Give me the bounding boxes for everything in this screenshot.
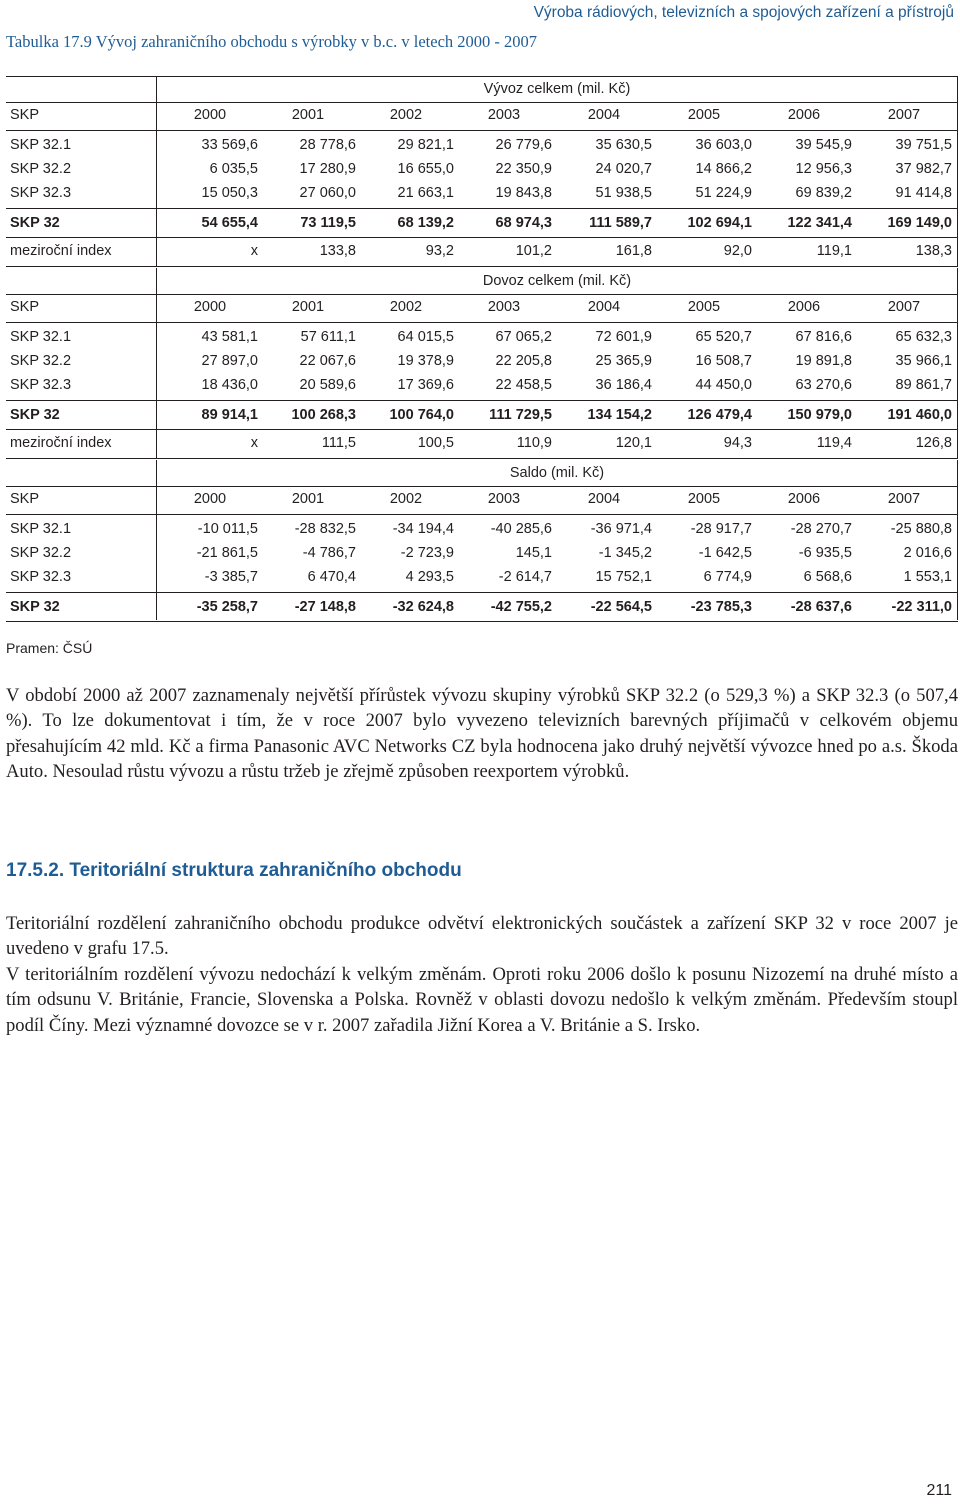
table-cell: 2002: [389, 299, 423, 315]
table-cell: 2004: [587, 491, 621, 507]
table-vertical-rule: [156, 76, 157, 266]
table-vertical-rule: [156, 460, 157, 620]
table-cell: 72 601,9: [595, 329, 652, 345]
row-label: meziroční index: [10, 435, 112, 451]
table-cell: 111 589,7: [589, 215, 652, 231]
table-cell: 169 149,0: [887, 215, 952, 231]
section-heading: 17.5.2. Teritoriální struktura zahraničního obchodu: [6, 860, 462, 881]
index-row: [6, 430, 958, 456]
table-cell: 65 632,3: [895, 329, 952, 345]
table-cell: -21 861,5: [196, 545, 258, 561]
table-cell: 17 280,9: [299, 161, 356, 177]
year-header-row: [6, 294, 958, 320]
table-cell: 35 966,1: [895, 353, 952, 369]
table-cell: 63 270,6: [795, 377, 852, 393]
table-cell: 94,3: [723, 435, 752, 451]
table-cell: 150 979,0: [787, 407, 852, 423]
table-cell: 91 414,8: [895, 185, 952, 201]
table-cell: 6 035,5: [209, 161, 258, 177]
table-cell: -27 148,8: [294, 599, 356, 615]
table-cell: 89 914,1: [201, 407, 258, 423]
table-cell: 2001: [291, 299, 325, 315]
table-cell: -32 624,8: [392, 599, 454, 615]
table-row: [6, 372, 958, 398]
table-cell: 51 938,5: [595, 185, 652, 201]
table-cell: 110,9: [516, 435, 552, 451]
table-rule: [6, 76, 958, 77]
table-cell: 2005: [687, 491, 721, 507]
table-cell: 101,2: [515, 243, 552, 259]
table-vertical-rule: [957, 268, 958, 458]
row-label: SKP: [10, 107, 40, 123]
table-cell: -35 258,7: [196, 599, 258, 615]
table-cell: 54 655,4: [201, 215, 258, 231]
table-cell: 122 341,4: [787, 215, 852, 231]
table-cell: 2 016,6: [903, 545, 952, 561]
table-row: [6, 540, 958, 566]
table-vertical-rule: [957, 460, 958, 620]
table-cell: 4 293,5: [405, 569, 454, 585]
total-row: [6, 594, 958, 620]
table-cell: 2000: [193, 107, 227, 123]
paragraph-territorial-intro: Teritoriální rozdělení zahraničního obchodu produkce odvětví elektronických součástek a zařízení SKP 32 v roce 2007 je uvedeno v grafu 17.5.: [6, 913, 958, 960]
table-cell: 120,1: [615, 435, 652, 451]
table-cell: 100 764,0: [389, 407, 454, 423]
table-cell: -25 880,8: [890, 521, 952, 537]
table-cell: -28 917,7: [690, 521, 752, 537]
table-cell: 2003: [487, 299, 521, 315]
table-cell: 102 694,1: [687, 215, 752, 231]
table-cell: 2007: [887, 299, 921, 315]
table-cell: 39 545,9: [795, 137, 852, 153]
table-cell: -42 755,2: [490, 599, 552, 615]
table-rule: [6, 266, 958, 267]
table-cell: 36 186,4: [595, 377, 652, 393]
table-row: [6, 156, 958, 182]
table-cell: -6 935,5: [798, 545, 852, 561]
table-cell: 19 843,8: [495, 185, 552, 201]
table-rule: [6, 458, 958, 459]
row-label: SKP 32.1: [10, 521, 72, 537]
table-cell: 27 897,0: [201, 353, 258, 369]
table-cell: 93,2: [425, 243, 454, 259]
page-number: 211: [926, 1482, 952, 1499]
row-label: SKP: [10, 299, 40, 315]
table-caption: Tabulka 17.9 Vývoj zahraničního obchodu s výrobky v b.c. v letech 2000 - 2007: [6, 32, 538, 51]
table-cell: 6 774,9: [703, 569, 752, 585]
table-cell: 16 508,7: [695, 353, 752, 369]
row-label: meziroční index: [10, 243, 112, 259]
table-cell: 18 436,0: [201, 377, 258, 393]
table-cell: 44 450,0: [695, 377, 752, 393]
trade-table: [6, 76, 958, 622]
table-cell: 19 378,9: [397, 353, 454, 369]
table-cell: 2002: [389, 491, 423, 507]
table-cell: x: [250, 435, 258, 451]
table-cell: 119,1: [816, 243, 852, 259]
table-rule: [6, 621, 958, 622]
table-cell: 126,8: [915, 435, 952, 451]
running-head: Výroba rádiových, televizních a spojových zařízení a přístrojů: [533, 4, 954, 21]
section-title: Saldo (mil. Kč): [509, 465, 605, 481]
table-cell: 17 369,6: [397, 377, 454, 393]
table-cell: 2003: [487, 491, 521, 507]
table-cell: 27 060,0: [299, 185, 356, 201]
row-label: SKP 32: [10, 599, 60, 615]
table-cell: 21 663,1: [397, 185, 454, 201]
table-row: [6, 180, 958, 206]
row-label: SKP 32.1: [10, 329, 72, 345]
row-label: SKP 32.1: [10, 137, 72, 153]
table-vertical-rule: [156, 268, 157, 458]
table-row: [6, 516, 958, 542]
table-cell: 2007: [887, 491, 921, 507]
table-cell: 22 205,8: [495, 353, 552, 369]
table-cell: -22 311,0: [891, 599, 952, 615]
section-title-row: [6, 460, 958, 486]
table-vertical-rule: [957, 76, 958, 266]
table-cell: 2000: [193, 299, 227, 315]
table-cell: -10 011,5: [197, 521, 258, 537]
table-rule: [6, 592, 958, 593]
table-cell: 43 581,1: [201, 329, 258, 345]
table-cell: -4 786,7: [302, 545, 356, 561]
table-cell: 20 589,6: [299, 377, 356, 393]
table-cell: -1 642,5: [698, 545, 752, 561]
section-title: Vývoz celkem (mil. Kč): [483, 81, 631, 97]
table-cell: 100,5: [417, 435, 454, 451]
table-cell: 69 839,2: [795, 185, 852, 201]
table-cell: 15 752,1: [595, 569, 652, 585]
paragraph-territorial-changes: V teritoriálním rozdělení vývozu nedochází k velkým změnám. Oproti roku 2006 došlo k posunu Nizozemí na druhé místo a tím odsunu V. Británie, Francie, Slovenska a Polska. Rovněž v oblasti dovozu nedošlo k velkým změnám. Především stoupl podíl Číny. Mezi významné dovozce se v r. 2007 zařadila Jižní Korea a V. Británie a S. Irsko.: [6, 964, 958, 1036]
table-cell: 28 778,6: [299, 137, 356, 153]
table-rule: [6, 400, 958, 401]
table-cell: 68 139,2: [397, 215, 454, 231]
table-cell: -34 194,4: [392, 521, 454, 537]
table-cell: 36 603,0: [695, 137, 752, 153]
row-label: SKP 32.2: [10, 161, 72, 177]
table-cell: 73 119,5: [300, 215, 356, 231]
table-cell: 2005: [687, 107, 721, 123]
table-cell: 2001: [291, 107, 325, 123]
table-cell: 35 630,5: [595, 137, 652, 153]
table-cell: 2001: [291, 491, 325, 507]
table-cell: 2006: [787, 107, 821, 123]
section-title: Dovoz celkem (mil. Kč): [482, 273, 632, 289]
table-cell: 145,1: [515, 545, 552, 561]
table-cell: 6 470,4: [307, 569, 356, 585]
table-cell: 33 569,6: [201, 137, 258, 153]
table-rule: [6, 514, 958, 515]
table-cell: 111,5: [321, 435, 356, 451]
table-cell: -23 785,3: [690, 599, 752, 615]
table-rule: [6, 208, 958, 209]
table-cell: -28 832,5: [294, 521, 356, 537]
table-cell: 1 553,1: [903, 569, 952, 585]
table-cell: 2004: [587, 107, 621, 123]
table-cell: 119,4: [816, 435, 852, 451]
table-cell: 19 891,8: [795, 353, 852, 369]
table-cell: 29 821,1: [397, 137, 454, 153]
table-row: [6, 324, 958, 350]
section-title-row: [6, 268, 958, 294]
row-label: SKP 32.3: [10, 185, 72, 201]
table-cell: -1 345,2: [598, 545, 652, 561]
row-label: SKP: [10, 491, 40, 507]
section-title-row: [6, 76, 958, 102]
table-cell: 51 224,9: [695, 185, 752, 201]
table-cell: 22 458,5: [495, 377, 552, 393]
table-cell: 26 779,6: [495, 137, 552, 153]
row-label: SKP 32.2: [10, 545, 72, 561]
table-cell: 2003: [487, 107, 521, 123]
table-cell: -28 637,6: [790, 599, 852, 615]
table-cell: 39 751,5: [895, 137, 952, 153]
table-cell: 67 816,6: [795, 329, 852, 345]
table-cell: 25 365,9: [595, 353, 652, 369]
table-cell: 2000: [193, 491, 227, 507]
table-row: [6, 564, 958, 590]
index-row: [6, 238, 958, 264]
table-cell: 16 655,0: [397, 161, 454, 177]
year-header-row: [6, 102, 958, 128]
table-cell: 24 020,7: [595, 161, 652, 177]
table-rule: [6, 130, 958, 131]
table-cell: 12 956,3: [795, 161, 852, 177]
table-cell: x: [250, 243, 258, 259]
table-cell: 161,8: [615, 243, 652, 259]
row-label: SKP 32.2: [10, 353, 72, 369]
row-label: SKP 32: [10, 407, 60, 423]
table-cell: 2007: [887, 107, 921, 123]
table-cell: -2 723,9: [400, 545, 454, 561]
table-cell: 15 050,3: [201, 185, 258, 201]
table-cell: 57 611,1: [300, 329, 356, 345]
table-cell: 65 520,7: [695, 329, 752, 345]
table-cell: -3 385,7: [204, 569, 258, 585]
row-label: SKP 32.3: [10, 377, 72, 393]
table-row: [6, 348, 958, 374]
table-cell: 2004: [587, 299, 621, 315]
table-cell: -2 614,7: [498, 569, 552, 585]
table-cell: -40 285,6: [490, 521, 552, 537]
year-header-row: [6, 486, 958, 512]
table-cell: 68 974,3: [495, 215, 552, 231]
table-cell: 100 268,3: [291, 407, 356, 423]
table-cell: 14 866,2: [695, 161, 752, 177]
table-cell: 89 861,7: [895, 377, 952, 393]
table-cell: 67 065,2: [495, 329, 552, 345]
row-label: SKP 32.3: [10, 569, 72, 585]
paragraph-export-growth: V období 2000 až 2007 zaznamenaly největší přírůstek vývozu skupiny výrobků SKP 32.2 (o 529,3 %) a SKP 32.3 (o 507,4 %). To lze dokumentovat i tím, že v roce 2007 bylo vyvezeno televizních barevných příjimačů v celkovém objemu přesahujícím 42 mld. Kč a firma Panasonic AVC Networks CZ byla hodnocena jako druhý největší vývozce hned po a.s. Škoda Auto. Nesoulad růstu vývozu a růstu tržeb je zřejmě způsoben reexportem výrobků.: [6, 685, 958, 782]
table-cell: -36 971,4: [590, 521, 652, 537]
table-cell: 22 350,9: [495, 161, 552, 177]
total-row: [6, 402, 958, 428]
table-cell: 22 067,6: [299, 353, 356, 369]
table-cell: 2002: [389, 107, 423, 123]
table-cell: 2006: [787, 299, 821, 315]
table-cell: 138,3: [915, 243, 952, 259]
row-label: SKP 32: [10, 215, 60, 231]
table-cell: 92,0: [723, 243, 752, 259]
total-row: [6, 210, 958, 236]
table-cell: 134 154,2: [587, 407, 652, 423]
table-cell: 6 568,6: [803, 569, 852, 585]
table-cell: -22 564,5: [590, 599, 652, 615]
table-cell: -28 270,7: [790, 521, 852, 537]
table-cell: 37 982,7: [895, 161, 952, 177]
table-cell: 2005: [687, 299, 721, 315]
table-cell: 111 729,5: [489, 407, 552, 423]
table-cell: 133,8: [319, 243, 356, 259]
table-row: [6, 132, 958, 158]
table-rule: [6, 322, 958, 323]
table-cell: 191 460,0: [887, 407, 952, 423]
table-cell: 126 479,4: [687, 407, 752, 423]
table-cell: 64 015,5: [397, 329, 454, 345]
table-source: Pramen: ČSÚ: [6, 640, 93, 656]
table-cell: 2006: [787, 491, 821, 507]
